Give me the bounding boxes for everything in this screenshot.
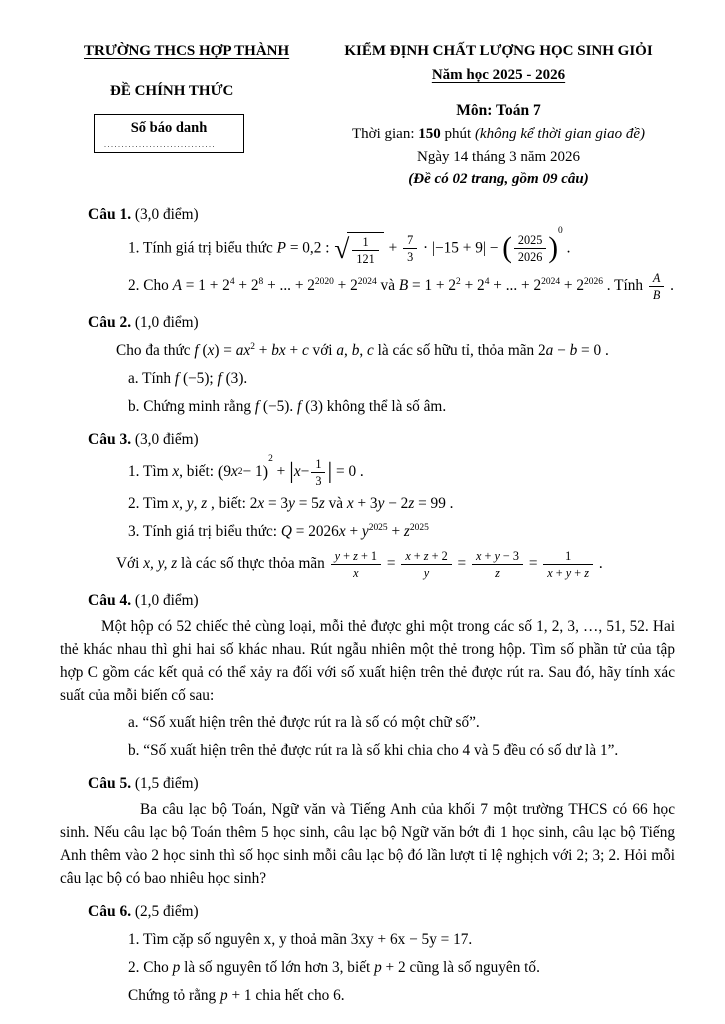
question-6-item-2: 2. Cho p là số nguyên tố lớn hơn 3, biết p + 2 cũng là số nguyên tố. xyxy=(128,958,540,976)
question-4-part-b: b. “Số xuất hiện trên thẻ được rút ra là số khi chia cho 4 và 5 đều có số dư là 1”. xyxy=(128,742,619,760)
exam-header xyxy=(60,40,675,191)
question-1-points: (3,0 điểm) xyxy=(131,205,199,223)
duration-label: Thời gian: xyxy=(352,126,419,143)
question-3-item-1: 1. Tìm x, biết: ( 9 x 2 − 1 ) 2 + | x − $\frac{1}{3}$ | = 0 . xyxy=(128,453,364,488)
header-right-column xyxy=(322,40,675,191)
question-6-points: (2,5 điểm) xyxy=(131,903,199,920)
subject-line: Môn: Toán 7 xyxy=(456,102,541,119)
question-2-part-b: b. Chứng minh rằng f (−5). f (3) không thể là số âm. xyxy=(128,397,447,415)
exam-title: KIỂM ĐỊNH CHẤT LƯỢNG HỌC SINH GIỎI xyxy=(344,43,653,59)
header-left-column xyxy=(60,40,322,153)
question-3-item-2: 2. Tìm x, y, z , biết: 2x = 3y = 5z và x + 3y − 2z = 99 . xyxy=(128,494,454,512)
question-1 xyxy=(60,203,675,302)
question-5-body: Ba câu lạc bộ Toán, Ngữ văn và Tiếng Anh của khối 7 một trường THCS có 66 học sinh. Nếu câu lạc bộ Toán thêm 5 học sinh, câu lạc bộ Ngữ văn bớt đi 1 học sinh, câu lạc bộ Tiếng Anh thêm vào 2 học sinh thì số học sinh mỗi câu lạc bộ đó lần lượt tỉ lệ nghịch với 2; 3; 2. Hỏi mỗi câu lạc bộ có bao nhiêu học sinh? xyxy=(60,801,675,888)
question-4-body: Một hộp có 52 chiếc thẻ cùng loại, mỗi thẻ được ghi một trong các số 1, 2, 3, …, 51, 52. Hai thẻ khác nhau thì ghi hai số khác nhau. Rút ngẫu nhiên một thẻ trong hộp. Tìm số phần tử của tập hợp C gồm các kết quả có thể xảy ra đối với số xuất hiện trên thẻ được rút ra. Sau đó, hãy tính xác suất của mỗi biến cố sau: xyxy=(60,617,675,704)
question-2-heading xyxy=(88,311,675,335)
candidate-number-dotted-line: ................................ xyxy=(104,139,216,149)
question-4-heading xyxy=(88,589,675,613)
question-2 xyxy=(60,311,675,419)
question-1-label: Câu 1. xyxy=(88,205,132,223)
questions xyxy=(60,203,675,1008)
question-6-item-3: Chứng tỏ rằng p + 1 chia hết cho 6. xyxy=(128,986,345,1004)
question-6-label: Câu 6. xyxy=(88,903,132,920)
question-3-points: (3,0 điểm) xyxy=(131,430,199,448)
question-2-label: Câu 2. xyxy=(88,313,132,331)
question-5-label: Câu 5. xyxy=(88,775,132,793)
question-4-part-a: a. “Số xuất hiện trên thẻ được rút ra là số có một chữ số”. xyxy=(128,714,480,732)
duration-line xyxy=(322,123,675,146)
candidate-number-box xyxy=(94,114,244,153)
question-6-heading xyxy=(88,900,675,924)
question-1-item-2: 2. Cho $A = 1 + 2^4 + 2^8$ + ... + $2^{2020} + 2^{2024}$ và $B = 1 + 2^2 + 2^4$ + ... + $2^{2024} + 2^{2026}$ . Tính $\frac{A}{B}$ . xyxy=(128,270,674,302)
question-4 xyxy=(60,589,675,764)
duration-value: 150 xyxy=(418,126,441,143)
question-2-intro: Cho đa thức f $(x) = ax^2$ + bx + c với a, b, c là các số hữu tỉ, thỏa mãn 2a − b = 0 . xyxy=(116,341,609,359)
question-1-heading xyxy=(88,203,675,227)
question-2-points: (1,0 điểm) xyxy=(131,313,199,331)
school-year: Năm học 2025 - 2026 xyxy=(431,66,566,83)
question-4-points: (1,0 điểm) xyxy=(131,591,199,609)
question-5 xyxy=(60,772,675,891)
question-5-points: (1,5 điểm) xyxy=(131,775,199,793)
question-3-condition: Với x, y, z là các số thực thỏa mãn $\frac{y + z + 1}{x}$ = $\frac{x + z + 2}{y}$ = $\frac{x + y - 3}{z}$ = $\frac{1}{x + y + z}$ . xyxy=(116,548,603,580)
question-3 xyxy=(60,428,675,580)
question-5-heading xyxy=(88,772,675,796)
question-3-label: Câu 3. xyxy=(88,430,132,448)
duration-unit: phút xyxy=(440,126,475,143)
exam-date: Ngày 14 tháng 3 năm 2026 xyxy=(417,148,580,165)
candidate-number-label: Số báo danh xyxy=(130,120,208,136)
school-name: TRƯỜNG THCS HỢP THÀNH xyxy=(84,43,290,59)
question-3-item-3: 3. Tính giá trị biểu thức: $Q = 2026x + y^{2025} + z^{2025}$ xyxy=(128,522,429,540)
question-3-heading xyxy=(88,428,675,452)
question-2-part-a: a. Tính f (−5); f (3). xyxy=(128,369,248,387)
duration-note: (không kể thời gian giao đề) xyxy=(474,126,645,143)
question-4-label: Câu 4. xyxy=(88,591,132,609)
question-1-item-1: 1. Tính giá trị biểu thức P = 0,2 : √ $\frac{1}{121}$ + $\frac{7}{3}$ · |−15 + 9| − ( $\frac{2025}{2026}$ ) 0 . xyxy=(128,226,571,266)
question-6-item-1: 1. Tìm cặp số nguyên x, y thoả mãn 3xy + 6x − 5y = 17. xyxy=(128,930,473,948)
official-exam-label: ĐỀ CHÍNH THỨC xyxy=(110,82,234,99)
pages-note: (Đề có 02 trang, gồm 09 câu) xyxy=(408,171,589,188)
question-6 xyxy=(60,900,675,1008)
